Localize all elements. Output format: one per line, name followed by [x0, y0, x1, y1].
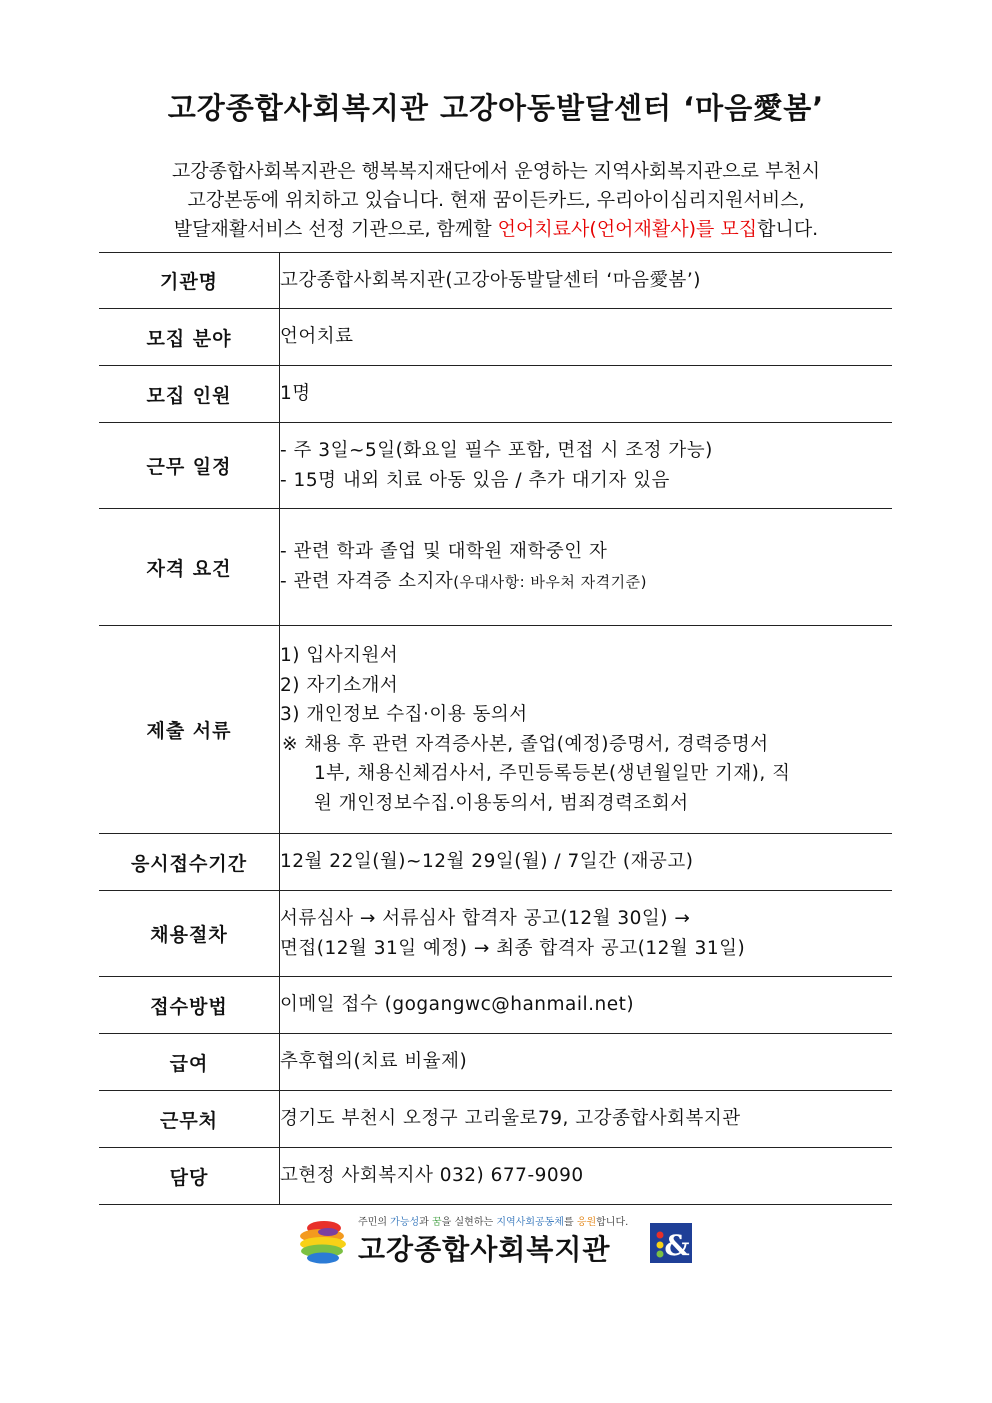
process-line-1: 서류심사 → 서류심사 합격자 공고(12월 30일) → [280, 908, 691, 929]
qualification-line-1: - 관련 학과 졸업 및 대학원 재학중인 자 [280, 541, 608, 562]
label-period: 응시접수기간 [99, 834, 280, 891]
document-item-1: 1) 입사지원서 [280, 645, 399, 666]
document-note-line-2: 1부, 채용신체검사서, 주민등록등본(생년월일만 기재), 직 [314, 763, 791, 784]
label-documents: 제출 서류 [99, 626, 280, 834]
schedule-line-2: - 15명 내외 치료 아동 있음 / 추가 대기자 있음 [280, 469, 670, 491]
label-method: 접수방법 [99, 977, 280, 1034]
ampersand-badge-logo-icon [650, 1223, 692, 1263]
slogan-part-6: 지역사회공동체 [496, 1217, 564, 1228]
label-headcount: 모집 인원 [99, 366, 280, 423]
job-info-table [99, 252, 892, 1205]
value-qualification [280, 509, 893, 626]
table-row-field [99, 309, 892, 366]
label-org: 기관명 [99, 253, 280, 309]
table-row-org [99, 253, 892, 309]
value-contact: 고현정 사회복지사 032) 677-9090 [280, 1148, 893, 1205]
value-schedule [280, 423, 893, 509]
value-location: 경기도 부천시 오정구 고리울로79, 고강종합사회복지관 [280, 1091, 893, 1148]
value-documents [280, 626, 893, 834]
document-item-2: 2) 자기소개서 [280, 674, 399, 696]
label-location: 근무처 [99, 1091, 280, 1148]
intro-line-3-after: 합니다. [757, 218, 819, 240]
value-field: 언어치료 [280, 309, 893, 366]
slogan-part-2: 가능성 [390, 1217, 420, 1228]
table-row-contact [99, 1148, 892, 1205]
slogan-part-9: 합니다. [596, 1217, 629, 1228]
label-qualification: 자격 요건 [99, 509, 280, 626]
slogan-part-7: 를 [563, 1217, 577, 1228]
value-method: 이메일 접수 (gogangwc@hanmail.net) [280, 977, 893, 1034]
process-line-2: 면접(12월 31일 예정) → 최종 합격자 공고(12월 31일) [280, 937, 746, 959]
intro-line-1: 고강종합사회복지관은 행복복지재단에서 운영하는 지역사회복지관으로 부천시 [171, 160, 821, 182]
label-contact: 담당 [99, 1148, 280, 1205]
table-row-salary [99, 1034, 892, 1091]
slogan-part-1: 주민의 [358, 1217, 391, 1228]
value-process [280, 891, 893, 977]
svg-text:&: & [664, 1229, 690, 1262]
table-row-process [99, 891, 892, 977]
value-period: 12월 22일(월)~12월 29일(월) / 7일간 (재공고) [280, 834, 893, 891]
intro-line-2: 고강본동에 위치하고 있습니다. 현재 꿈이든카드, 우리아이심리지원서비스, [187, 189, 805, 211]
slogan-part-8: 응원 [576, 1217, 597, 1228]
label-schedule: 근무 일정 [99, 423, 280, 509]
table-row-period [99, 834, 892, 891]
document-item-3: 3) 개인정보 수집·이용 동의서 [280, 704, 528, 725]
intro-line-3-before: 발달재활서비스 선정 기관으로, 함께할 [173, 218, 498, 240]
slogan-part-4: 꿈 [432, 1217, 442, 1228]
intro-line-3 [0, 215, 992, 244]
schedule-line-1: - 주 3일~5일(화요일 필수 포함, 면접 시 조정 가능) [280, 440, 713, 461]
table-row-method [99, 977, 892, 1034]
table-row-documents [99, 626, 892, 834]
value-headcount: 1명 [280, 366, 893, 423]
qualification-line-2 [280, 567, 892, 598]
label-salary: 급여 [99, 1034, 280, 1091]
footer-slogan [358, 1213, 628, 1228]
intro-highlight: 언어치료사(언어재활사)를 모집 [497, 218, 758, 240]
footer-logo [298, 1210, 693, 1266]
footer-org-name: 고강종합사회복지관 [358, 1233, 611, 1266]
document-note-line-3: 원 개인정보수집.이용동의서, 범죄경력조회서 [314, 792, 689, 814]
slogan-part-3: 과 [419, 1217, 432, 1228]
intro-text [0, 157, 992, 244]
document-note-line-1: ※ 채용 후 관련 자격증사본, 졸업(예정)증명서, 경력증명서 [282, 733, 769, 755]
slogan-part-5: 을 실현하는 [441, 1217, 497, 1228]
page-title: 고강종합사회복지관 고강아동발달센터 ‘마음愛봄’ [167, 91, 825, 125]
qualification-preference: (우대사항: 바우처 자격기준) [453, 572, 647, 591]
table-row-headcount [99, 366, 892, 423]
qualification-line-2-main: - 관련 자격증 소지자 [280, 570, 454, 592]
value-org: 고강종합사회복지관(고강아동발달센터 ‘마음愛봄’) [280, 253, 893, 309]
table-row-location [99, 1091, 892, 1148]
colorful-sphere-logo-icon [298, 1220, 350, 1264]
label-field: 모집 분야 [99, 309, 280, 366]
value-salary: 추후협의(치료 비율제) [280, 1034, 893, 1091]
table-row-qualification [99, 509, 892, 626]
label-process: 채용절차 [99, 891, 280, 977]
table-row-schedule [99, 423, 892, 509]
